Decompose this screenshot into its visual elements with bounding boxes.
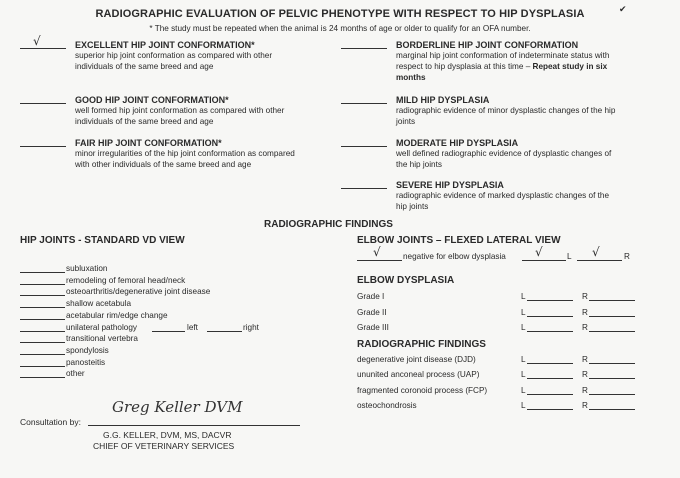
hip-finding-blank[interactable] [20, 286, 65, 296]
elbow-grade-row-label: Grade III [357, 323, 389, 332]
consultant-name: G.G. KELLER, DVM, MS, DACVR [103, 430, 232, 440]
elbow-finding-row-r-blank[interactable] [589, 369, 635, 379]
fair-desc-2: with other individuals of the same breed and age [75, 160, 252, 169]
left-side-label: left [187, 322, 198, 332]
hip-finding-label: subluxation [66, 264, 108, 273]
elbow-finding-row-l-label: L [521, 385, 526, 395]
elbow-finding-row-l-label: L [521, 370, 526, 380]
hip-finding-label: spondylosis [66, 345, 109, 355]
elbow-finding-row-l-blank[interactable] [527, 369, 573, 379]
hip-finding-blank[interactable] [20, 333, 65, 343]
good-desc-2: individuals of the same breed and age [75, 117, 214, 126]
excellent-blank[interactable] [20, 39, 66, 49]
elbow-right-label: R [624, 252, 630, 261]
right-side-label: right [243, 322, 259, 332]
signature: Greg Keller DVM [112, 398, 243, 416]
hip-finding-label: other [66, 369, 85, 379]
elbow-finding-row-label: osteochondrosis [357, 400, 417, 410]
hip-finding-label: unilateral pathology [66, 322, 138, 332]
elbow-negative-checkmark-icon: √ [373, 245, 381, 259]
elbow-finding-row-r-blank[interactable] [589, 354, 635, 364]
elbow-finding-row-l-blank[interactable] [527, 400, 573, 410]
elbow-grade-row-label: Grade II [357, 307, 387, 317]
fair-desc-1: minor irregularities of the hip joint conformation as compared [75, 149, 295, 158]
fair-blank[interactable] [20, 137, 66, 147]
excellent-desc-1: superior hip joint conformation as compared with other [75, 51, 273, 60]
mild-blank[interactable] [341, 94, 387, 104]
form-title: RADIOGRAPHIC EVALUATION OF PELVIC PHENOTYPE WITH RESPECT TO HIP DYSPLASIA [95, 8, 585, 20]
elbow-right-checkmark-icon: √ [592, 245, 600, 259]
consultation-signature-line[interactable] [88, 416, 300, 426]
elbow-finding-row-r-blank[interactable] [589, 385, 635, 395]
elbow-grade-row-r-blank[interactable] [589, 322, 635, 332]
borderline-title: BORDERLINE HIP JOINT CONFORMATION [396, 40, 579, 50]
hip-finding-blank[interactable] [20, 275, 65, 285]
hip-finding-blank[interactable] [20, 310, 65, 320]
hip-finding-blank[interactable] [20, 322, 65, 332]
elbow-finding-row-r-label: R [582, 400, 588, 410]
elbow-finding-row-label: fragmented coronoid process (FCP) [357, 385, 488, 395]
elbow-grade-row-r-blank[interactable] [589, 307, 635, 317]
excellent-title: EXCELLENT HIP JOINT CONFORMATION* [75, 40, 255, 50]
elbow-finding-row-r-blank[interactable] [589, 400, 635, 410]
elbow-left-blank[interactable] [522, 251, 566, 261]
excellent-desc-2: individuals of the same breed and age [75, 62, 214, 71]
consultant-role: CHIEF OF VETERINARY SERVICES [93, 441, 235, 451]
elbow-negative-label: negative for elbow dysplasia [403, 252, 506, 261]
elbow-grade-row-l-label: L [521, 323, 526, 332]
elbow-finding-row-l-blank[interactable] [527, 354, 573, 364]
elbow-grade-row-l-blank[interactable] [527, 322, 573, 332]
elbow-grade-row-l-label: L [521, 307, 526, 317]
borderline-repeat-note: Repeat study in six [532, 62, 608, 71]
hip-finding-blank[interactable] [20, 357, 65, 367]
borderline-desc-3: months [396, 73, 426, 82]
hip-finding-label: transitional vertebra [66, 334, 138, 344]
hip-finding-label: acetabular rim/edge change [66, 310, 168, 320]
elbow-grade-row-r-label: R [582, 307, 588, 317]
elbow-finding-row-l-blank[interactable] [527, 385, 573, 395]
moderate-blank[interactable] [341, 137, 387, 147]
fair-title: FAIR HIP JOINT CONFORMATION* [75, 138, 222, 148]
left-side-blank[interactable] [152, 322, 185, 332]
hip-finding-label: shallow acetabula [66, 299, 132, 309]
form-subtitle: * The study must be repeated when the animal is 24 months of age or older to qualify for an OFA number. [149, 24, 531, 33]
hip-finding-label: panosteitis [66, 357, 106, 367]
severe-blank[interactable] [341, 179, 387, 189]
borderline-desc-2 [396, 62, 607, 73]
elbow-grade-row-r-label: R [582, 292, 588, 301]
elbow-left-checkmark-icon: √ [535, 245, 543, 259]
severe-desc-2: hip joints [396, 202, 429, 211]
elbow-grade-row-r-label: R [582, 323, 588, 332]
borderline-desc-1: marginal hip joint conformation of indeterminate status with [396, 51, 610, 60]
hip-joints-heading: HIP JOINTS - STANDARD VD VIEW [20, 235, 185, 246]
corner-checkmark-icon: ✔ [619, 4, 627, 14]
elbow-dysplasia-heading: ELBOW DYSPLASIA [357, 275, 455, 286]
elbow-finding-row-label: ununited anconeal process (UAP) [357, 370, 480, 380]
elbow-grade-row-l-blank[interactable] [527, 291, 573, 301]
severe-desc-1: radiographic evidence of marked dysplastic changes of the [396, 191, 609, 200]
severe-title: SEVERE HIP DYSPLASIA [396, 180, 504, 190]
elbow-finding-row-l-label: L [521, 355, 526, 364]
hip-finding-blank[interactable] [20, 368, 65, 378]
mild-desc-2: joints [396, 117, 416, 126]
right-side-blank[interactable] [207, 322, 242, 332]
hip-finding-blank[interactable] [20, 263, 65, 273]
elbow-finding-row-r-label: R [582, 355, 588, 364]
elbow-finding-row-l-label: L [521, 400, 526, 410]
elbow-finding-row-label: degenerative joint disease (DJD) [357, 355, 476, 364]
elbow-grade-row-l-label: L [521, 292, 526, 301]
elbow-finding-row-r-label: R [582, 385, 588, 395]
elbow-grade-row-r-blank[interactable] [589, 291, 635, 301]
elbow-joints-heading: ELBOW JOINTS – FLEXED LATERAL VIEW [357, 235, 561, 246]
hip-finding-label: osteoarthritis/degenerative joint disease [66, 287, 211, 297]
findings-heading: RADIOGRAPHIC FINDINGS [264, 219, 393, 230]
elbow-grade-row-l-blank[interactable] [527, 307, 573, 317]
borderline-desc-2a: respect to hip dysplasia at this time – [396, 62, 533, 71]
elbow-finding-row-r-label: R [582, 370, 588, 380]
moderate-title: MODERATE HIP DYSPLASIA [396, 138, 519, 148]
hip-finding-blank[interactable] [20, 345, 65, 355]
excellent-checkmark-icon: √ [33, 34, 41, 48]
mild-desc-1: radiographic evidence of minor dysplastic changes of the hip [396, 106, 616, 115]
elbow-findings-heading: RADIOGRAPHIC FINDINGS [357, 339, 486, 350]
hip-finding-blank[interactable] [20, 298, 65, 308]
mild-title: MILD HIP DYSPLASIA [396, 95, 490, 105]
moderate-desc-1: well defined radiographic evidence of dysplastic changes of [396, 149, 612, 158]
borderline-blank[interactable] [341, 39, 387, 49]
elbow-grade-row-label: Grade I [357, 292, 385, 301]
moderate-desc-2: the hip joints [396, 160, 442, 169]
consultation-label: Consultation by: [20, 417, 81, 427]
good-blank[interactable] [20, 94, 66, 104]
hip-finding-label: remodeling of femoral head/neck [66, 275, 186, 285]
good-title: GOOD HIP JOINT CONFORMATION* [75, 95, 229, 105]
good-desc-1: well formed hip joint conformation as compared with other [75, 106, 285, 115]
elbow-left-label: L [567, 252, 572, 261]
